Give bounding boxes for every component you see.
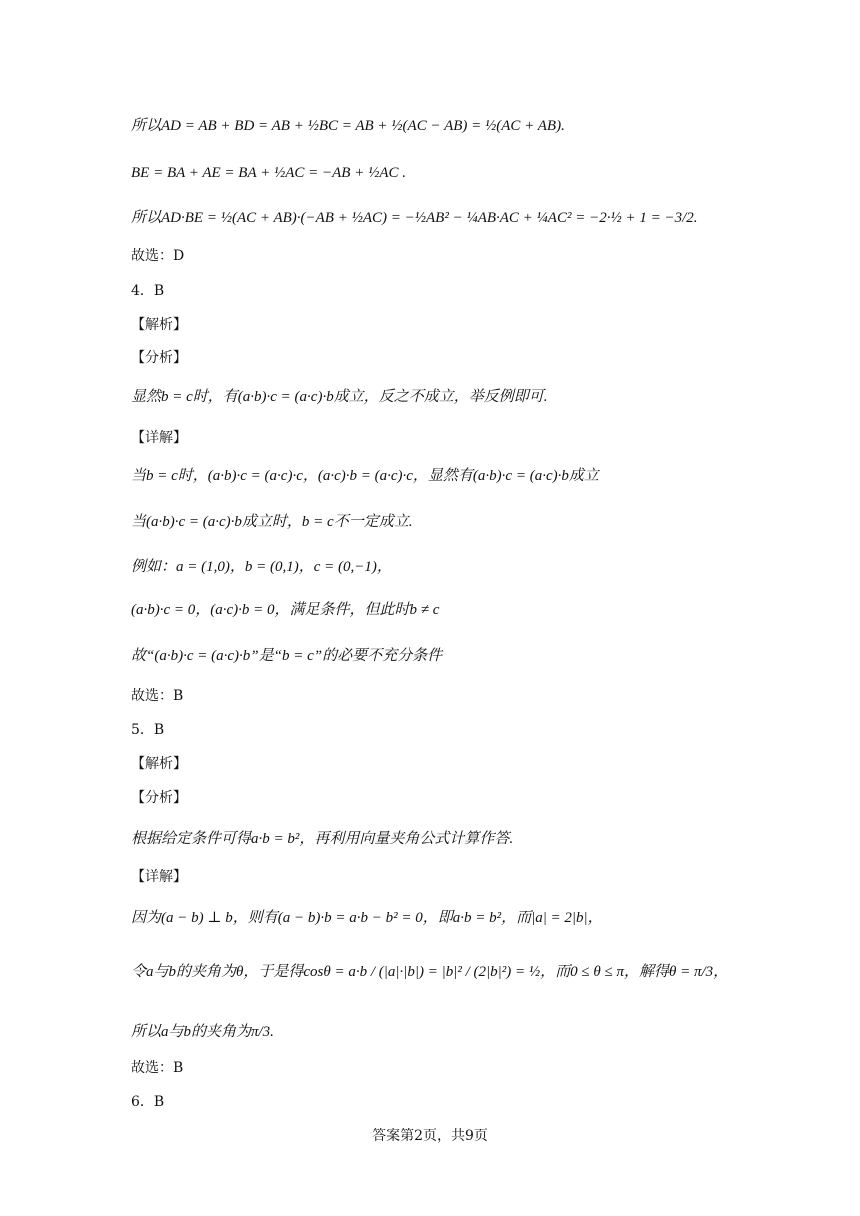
text-line-7: 【分析】: [131, 350, 187, 366]
text-line-23: 所以a与b的夹角为π/3.: [131, 1024, 274, 1040]
text-line-10: 当b = c时，(a·b)·c = (a·c)·c，(a·c)·b = (a·c)·c，显然有(a·b)·c = (a·c)·b成立: [131, 468, 599, 484]
text-line-15: 故选：B: [131, 688, 184, 704]
text-line-25: 6．B: [131, 1094, 165, 1110]
page-footer: 答案第2页，共9页: [372, 1128, 488, 1144]
text-line-9: 【详解】: [131, 430, 187, 446]
text-line-6: 【解析】: [131, 317, 187, 333]
text-line-11: 当(a·b)·c = (a·c)·b成立时，b = c不一定成立.: [131, 514, 413, 530]
text-line-19: 根据给定条件可得a·b = b²，再利用向量夹角公式计算作答.: [131, 831, 514, 847]
text-line-13: (a·b)·c = 0，(a·c)·b = 0，满足条件，但此时b ≠ c: [131, 602, 440, 618]
text-line-17: 【解析】: [131, 756, 187, 772]
text-line-8: 显然b = c时，有(a·b)·c = (a·c)·b成立，反之不成立，举反例即可.: [131, 389, 548, 405]
text-line-3: 所以AD·BE = ½(AC + AB)·(−AB + ½AC) = −½AB² − ¼AB·AC + ¼AC² = −2·½ + 1 = −3/2.: [131, 210, 698, 226]
text-line-16: 5．B: [131, 722, 165, 738]
text-line-12: 例如：a = (1,0)，b = (0,1)，c = (0,−1)，: [131, 559, 392, 575]
text-line-21: 因为(a − b) ⊥ b，则有(a − b)·b = a·b − b² = 0，即a·b = b²，而|a| = 2|b|，: [131, 910, 603, 926]
text-line-22: 令a与b的夹角为θ，于是得cosθ = a·b / (|a|·|b|) = |b|² / (2|b|²) = ½，而0 ≤ θ ≤ π，解得θ = π/3，: [131, 964, 729, 980]
text-line-4: 故选：D: [131, 248, 185, 264]
text-line-2: BE = BA + AE = BA + ½AC = −AB + ½AC .: [131, 165, 407, 181]
text-line-24: 故选：B: [131, 1060, 184, 1076]
text-line-18: 【分析】: [131, 790, 187, 806]
text-line-1: 所以AD = AB + BD = AB + ½BC = AB + ½(AC − AB) = ½(AC + AB).: [131, 118, 565, 134]
text-line-5: 4．B: [131, 283, 165, 299]
text-line-14: 故“(a·b)·c = (a·c)·b”是“b = c”的必要不充分条件: [131, 648, 443, 664]
text-line-20: 【详解】: [131, 869, 187, 885]
